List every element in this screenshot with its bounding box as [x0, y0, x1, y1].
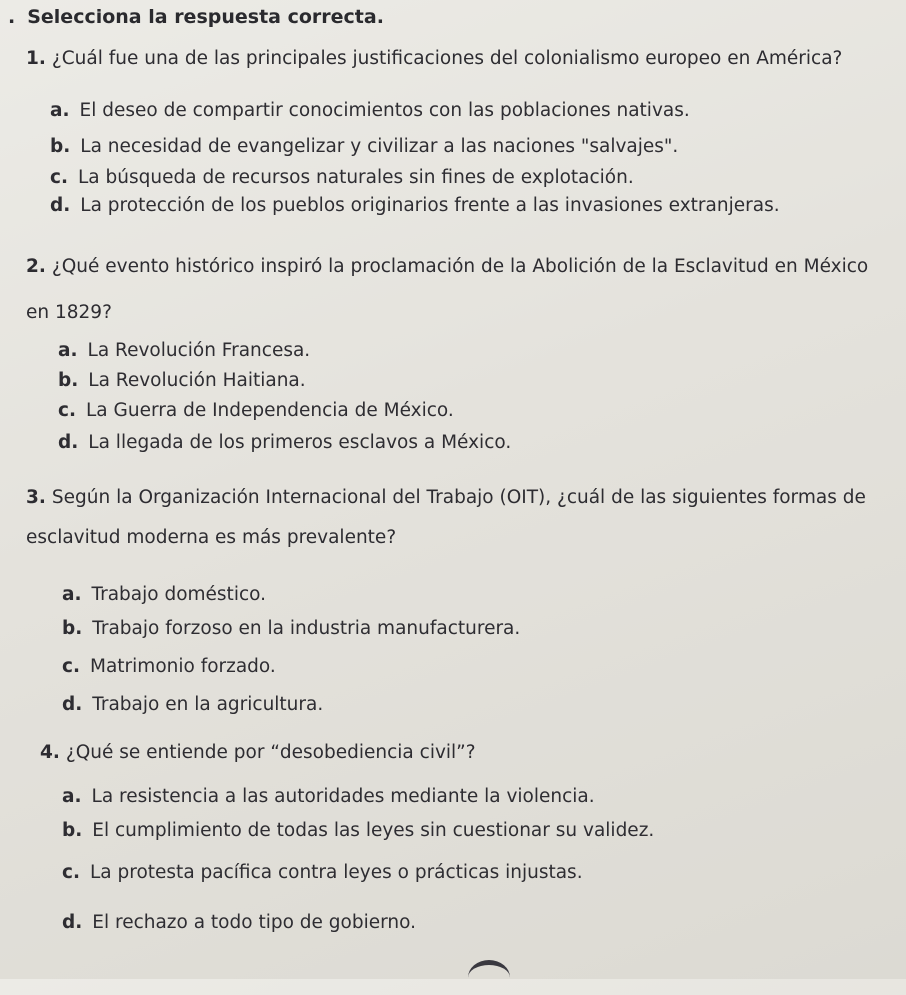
option-text: El cumplimiento de todas las leyes sin cuestionar su validez. [92, 820, 655, 841]
option-4a[interactable] [62, 786, 595, 808]
option-text: La necesidad de evangelizar y civilizar a las naciones "salvajes". [80, 136, 679, 157]
option-text: Matrimonio forzado. [90, 656, 276, 677]
option-4c[interactable] [62, 862, 583, 884]
option-2c[interactable] [58, 400, 454, 422]
question-2 [26, 244, 876, 336]
question-text: Según la Organización Internacional del Trabajo (OIT), ¿cuál de las siguientes formas de esclavitud moderna es más prevalente? [26, 487, 866, 548]
option-text: El rechazo a todo tipo de gobierno. [92, 912, 416, 933]
question-number: 2. [26, 256, 46, 277]
question-1 [26, 46, 886, 72]
option-text: La búsqueda de recursos naturales sin fines de explotación. [78, 167, 634, 188]
question-number: 1. [26, 48, 46, 69]
option-letter: a. [62, 786, 82, 807]
option-letter: b. [62, 820, 83, 841]
question-text: ¿Cuál fue una de las principales justificaciones del colonialismo europeo en América? [51, 48, 843, 69]
option-letter: a. [50, 100, 70, 121]
question-number: 3. [26, 487, 46, 508]
heading-text: Selecciona la respuesta correcta. [27, 6, 384, 28]
option-letter: a. [58, 340, 78, 361]
option-4b[interactable] [62, 820, 654, 842]
option-1b[interactable] [50, 136, 678, 158]
option-text: La Revolución Francesa. [87, 340, 311, 361]
option-letter: d. [62, 912, 83, 933]
option-text: La Revolución Haitiana. [88, 370, 306, 391]
option-letter: c. [50, 167, 68, 188]
cut-off-page-number-mark [468, 960, 510, 995]
option-text: La protección de los pueblos originarios frente a las invasiones extranjeras. [80, 195, 780, 216]
option-letter: b. [62, 618, 83, 639]
option-3b[interactable] [62, 618, 520, 640]
option-2a[interactable] [58, 340, 310, 362]
option-letter: a. [62, 584, 82, 605]
option-text: Trabajo en la agricultura. [92, 694, 324, 715]
option-4d[interactable] [62, 912, 416, 934]
question-number: 4. [40, 742, 60, 763]
option-3d[interactable] [62, 694, 323, 716]
option-1c[interactable] [50, 167, 634, 189]
option-3a[interactable] [62, 584, 266, 606]
option-text: Trabajo forzoso en la industria manufacturera. [92, 618, 521, 639]
option-1a[interactable] [50, 100, 690, 122]
option-text: La protesta pacífica contra leyes o prácticas injustas. [90, 862, 583, 883]
option-2b[interactable] [58, 370, 306, 392]
option-text: El deseo de compartir conocimientos con las poblaciones nativas. [79, 100, 690, 121]
option-text: La Guerra de Independencia de México. [86, 400, 454, 421]
instruction-heading [8, 6, 384, 28]
option-2d[interactable] [58, 432, 511, 454]
option-text: La resistencia a las autoridades mediante la violencia. [91, 786, 595, 807]
option-letter: b. [50, 136, 71, 157]
option-letter: b. [58, 370, 79, 391]
option-text: La llegada de los primeros esclavos a México. [88, 432, 512, 453]
option-3c[interactable] [62, 656, 276, 678]
option-letter: d. [58, 432, 79, 453]
option-letter: c. [62, 862, 80, 883]
option-letter: d. [62, 694, 83, 715]
question-3 [26, 478, 896, 558]
question-text: ¿Qué se entiende por “desobediencia civil”? [65, 742, 476, 763]
option-1d[interactable] [50, 195, 780, 217]
question-4 [40, 740, 820, 766]
option-text: Trabajo doméstico. [91, 584, 267, 605]
option-letter: c. [62, 656, 80, 677]
question-text: ¿Qué evento histórico inspiró la proclamación de la Abolición de la Esclavitud en México en 1829? [26, 256, 869, 323]
option-letter: d. [50, 195, 71, 216]
option-letter: c. [58, 400, 76, 421]
heading-bullet: . [8, 6, 16, 28]
